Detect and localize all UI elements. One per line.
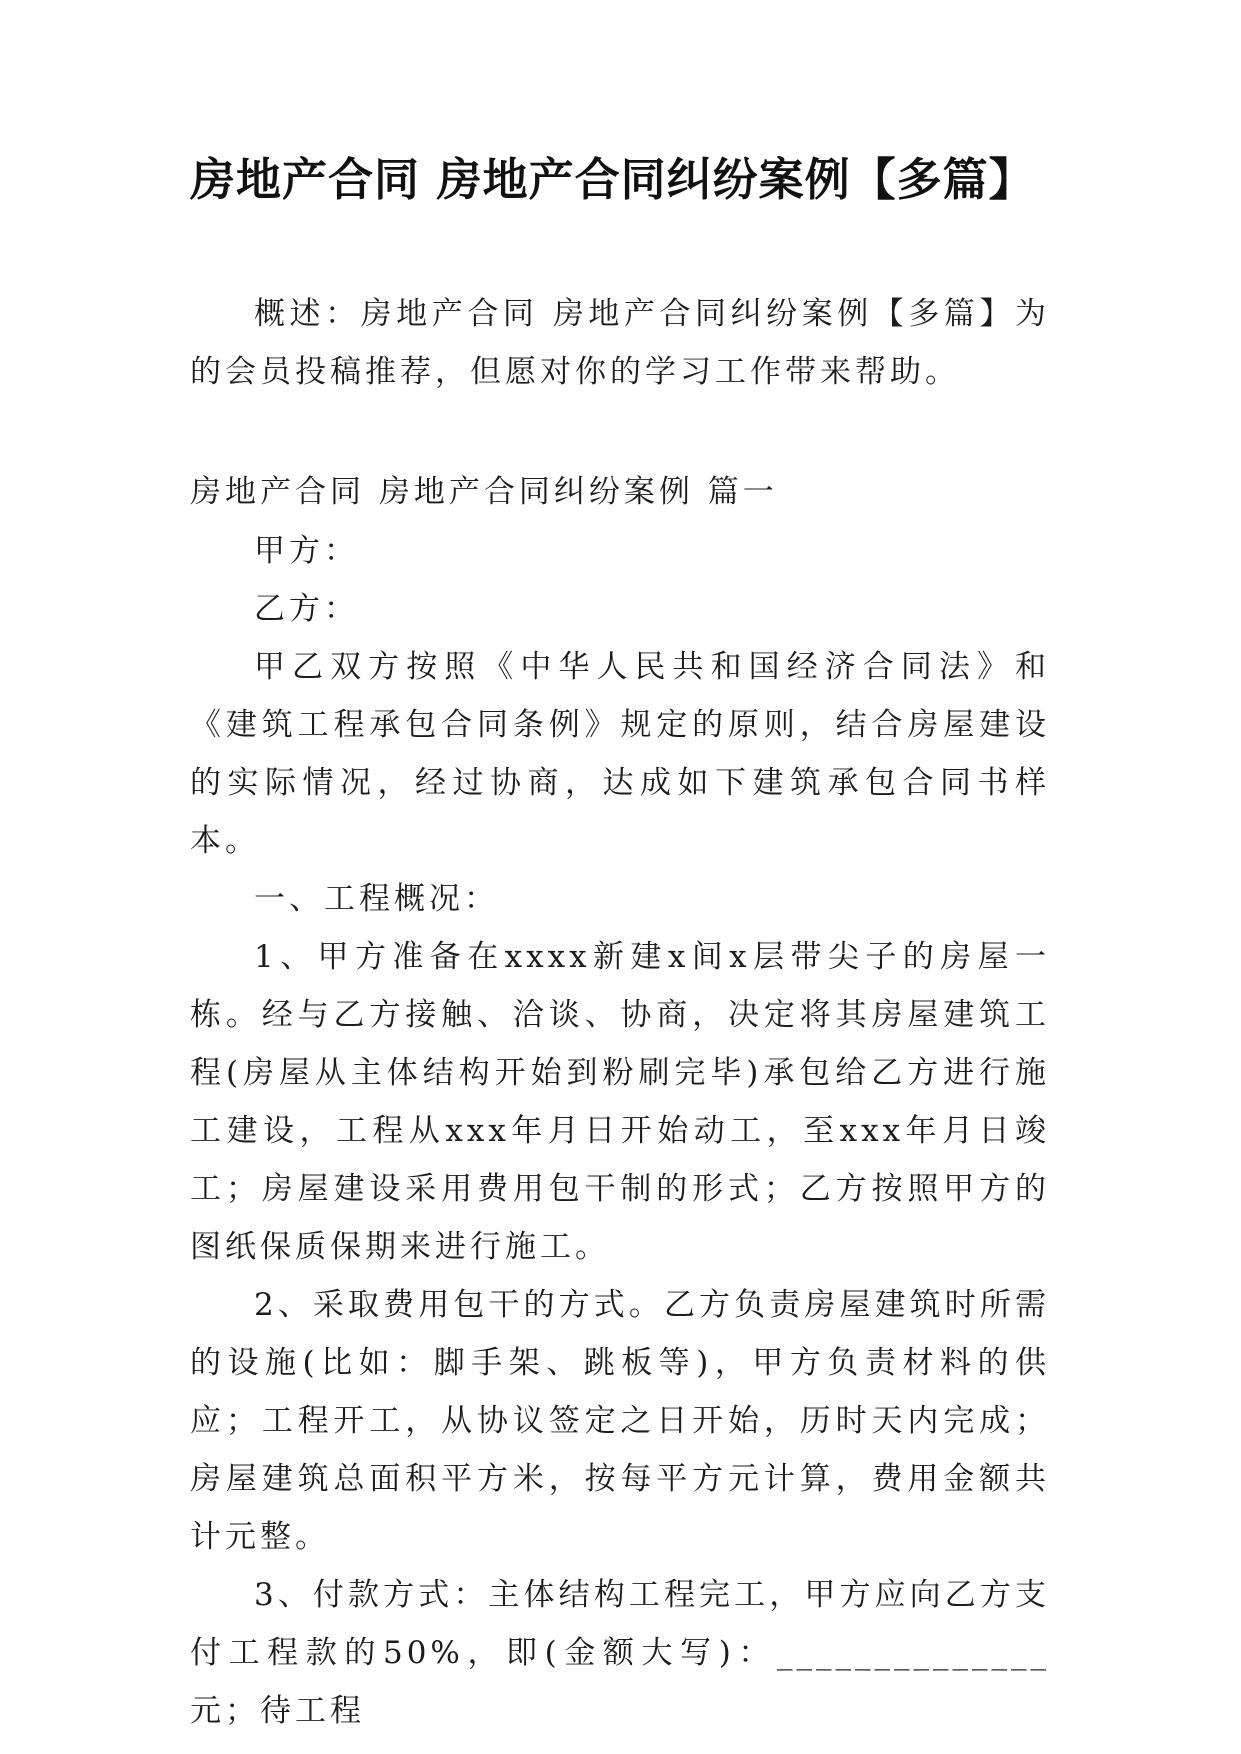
clause-paragraph: 2、采取费用包干的方式。乙方负责房屋建筑时所需的设施(比如：脚手架、跳板等)，甲方负责材料的供应；工程开工，从协议签定之日开始，历时天内完成；房屋建筑总面积平方米，按每平方元计算，费用金额共计元整。 [190, 1287, 1050, 1555]
section-body [190, 522, 1050, 1740]
party-b-line: 乙方： [254, 591, 359, 627]
party-a-line: 甲方： [254, 533, 359, 569]
clause-paragraph: 1、甲方准备在xxxx新建x间x层带尖子的房屋一栋。经与乙方接触、洽谈、协商，决定将其房屋建筑工程(房屋从主体结构开始到粉刷完毕)承包给乙方进行施工建设，工程从xxx年月日开始动工，至xxx年月日竣工；房屋建设采用费用包干制的形式；乙方按照甲方的图纸保质保期来进行施工。 [190, 939, 1050, 1265]
section-heading: 房地产合同 房地产合同纠纷案例 篇一 [190, 474, 778, 510]
clause-paragraph: 3、付款方式：主体结构工程完工，甲方应向乙方支付工程款的50%，即(金额大写)：______________元；待工程 [190, 1577, 1050, 1729]
document-title: 房地产合同 房地产合同纠纷案例【多篇】 [190, 153, 1035, 206]
preamble-paragraph: 甲乙双方按照《中华人民共和国经济合同法》和《建筑工程承包合同条例》规定的原则，结合房屋建设的实际情况，经过协商，达成如下建筑承包合同书样本。 [190, 649, 1050, 859]
clause-heading: 一、工程概况： [254, 881, 499, 917]
summary-paragraph: 概述：房地产合同 房地产合同纠纷案例【多篇】为的会员投稿推荐，但愿对你的学习工作带来帮助。 [190, 296, 1050, 390]
